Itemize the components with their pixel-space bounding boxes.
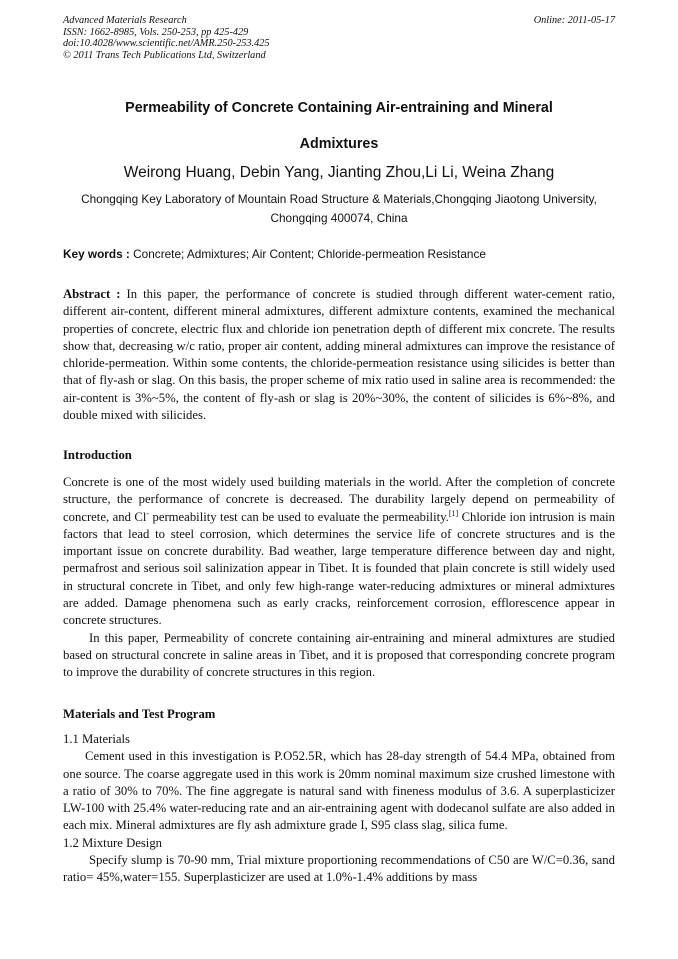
journal-name: Advanced Materials Research — [63, 15, 187, 26]
online-date: Online: 2011-05-17 — [533, 15, 615, 26]
intro-p1-part-a: Concrete is one of the most widely used building materials in the world. After the completion of concrete structure, the performance of concrete is decreased. The durability largely depend on permeability of concrete, and Cl — [63, 475, 615, 524]
copyright-line: © 2011 Trans Tech Publications Ltd, Switzerland — [63, 49, 266, 61]
abstract-text: In this paper, the performance of concrete is studied through different water-cement ratio, different air-content, different mineral admixtures, different admixture contents, examined the mechanical properties of concrete, electric flux and chloride ion penetration depth of different mix concrete. The results show that, decreasing w/c ratio, proper air content, adding mineral admixtures can improve the resistance of chloride-permeation. Within some contents, the chloride-permeation resistance using silicides is better than that of fly-ash or slag. On this basis, the proper scheme of mix ratio used in saline area is recommended: the air-content is 3%~5%, the content of fly-ash or slag is 20%~30%, the content of silicides is 6%~8%, and double mixed with silicides. — [63, 287, 615, 423]
keywords-label: Key words : — [63, 247, 130, 261]
keywords-text: Concrete; Admixtures; Air Content; Chloride-permeation Resistance — [129, 247, 486, 261]
journal-header — [63, 15, 615, 61]
chloride-superscript: - — [146, 508, 150, 518]
abstract-label: Abstract : — [63, 287, 121, 301]
paper-title — [63, 90, 615, 162]
introduction-section — [63, 447, 615, 682]
introduction-heading: Introduction — [63, 448, 132, 462]
doi-line: doi:10.4028/www.scientific.net/AMR.250-253.425 — [63, 38, 270, 50]
intro-paragraph-2: In this paper, Permeability of concrete containing air-entraining and mineral admixtures are studied based on structural concrete in saline areas in Tibet, and it is proposed that corresponding concrete program to improve the durability of concrete structures in this region. — [63, 630, 615, 680]
materials-section — [63, 706, 615, 887]
affiliation — [63, 190, 615, 228]
materials-paragraph: Cement used in this investigation is P.O52.5R, which has 28-day strength of 54.4 MPa, obtained from one source. The coarse aggregate used in this work is 20mm nominal maximum size crushed limestone with a ratio of 30% to 70%. The fine aggregate is natural sand with fineness modulus of 3.6. A superplasticizer LW-100 with 25.4% water-reducing rate and an air-entraining agent with dodecanol sulfate are also added in each mix. Mineral admixtures are fly ash admixture grade I, S95 class slag, silica fume. — [63, 749, 615, 833]
affiliation-line-2: Chongqing 400074, China — [270, 211, 408, 225]
materials-heading: Materials and Test Program — [63, 707, 216, 721]
intro-p1-part-b: permeability test can be used to evaluate the permeability. — [149, 509, 449, 524]
reference-marker: [1] — [448, 508, 459, 518]
issn-line: ISSN: 1662-8985, Vols. 250-253, pp 425-429 — [63, 26, 249, 38]
author-list: Weirong Huang, Debin Yang, Jianting Zhou,Li Li, Weina Zhang — [123, 164, 555, 181]
mixture-paragraph: Specify slump is 70-90 mm, Trial mixture proportioning recommendations of C50 are W/C=0.36, sand ratio= 45%,water=155. Superplasticizer are used at 1.0%-1.4% additions by mass — [63, 853, 615, 885]
mixture-subheading: 1.2 Mixture Design — [63, 835, 163, 850]
abstract — [63, 286, 615, 424]
affiliation-line-1: Chongqing Key Laboratory of Mountain Road Structure & Materials,Chongqing Jiaotong University, — [81, 192, 597, 206]
intro-p1-part-c: Chloride ion intrusion is main factors that lead to steel corrosion, which determines the service life of concrete structures and is the important issue on concrete durability. Bad weather, large temperature difference between day and night, permafrost and serious soil salinization appear in Tibet. It is founded that plain concrete is still widely used in structural concrete in Tibet, and only few high-range water-reducing admixtures or mineral admixtures are added. Damage phenomena such as early cracks, reinforcement corrosion, efflorescence appear in concrete structures. — [63, 509, 615, 628]
title-line-1: Permeability of Concrete Containing Air-entraining and Mineral — [125, 100, 553, 116]
intro-paragraph-1 — [63, 474, 615, 630]
keywords — [63, 246, 615, 263]
materials-subheading: 1.1 Materials — [63, 732, 130, 746]
title-line-2: Admixtures — [299, 136, 379, 152]
